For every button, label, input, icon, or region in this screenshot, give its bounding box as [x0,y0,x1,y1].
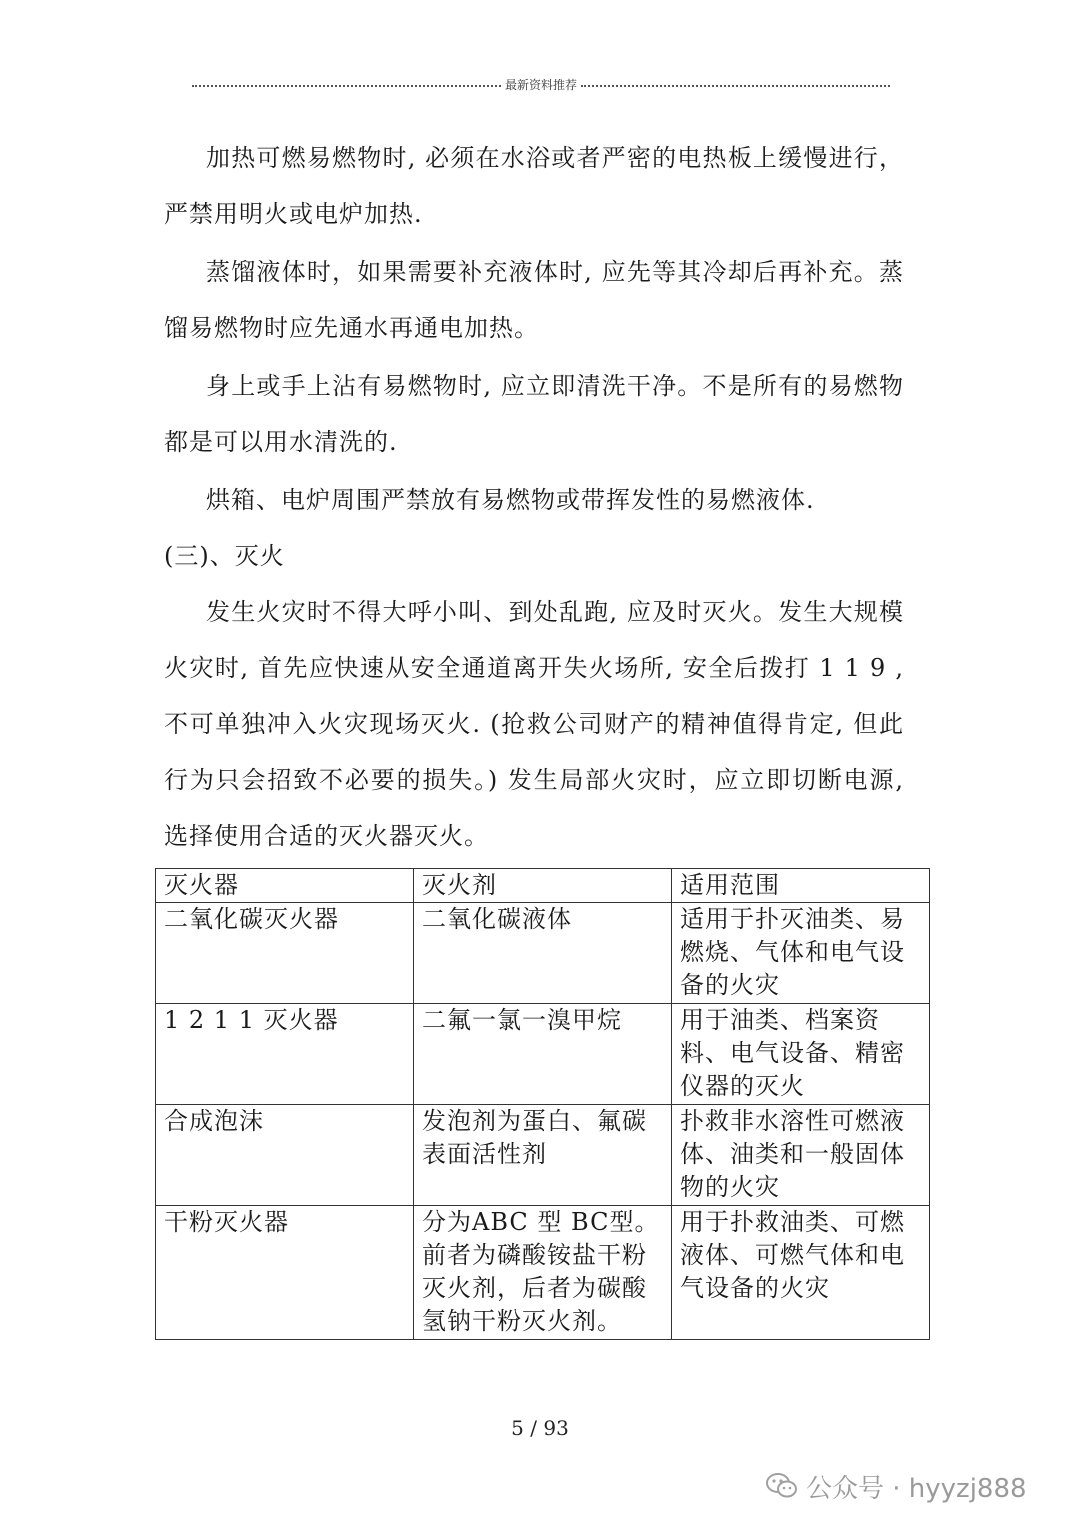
paragraph-heating: 加热可燃易燃物时, 必须在水浴或者严密的电热板上缓慢进行，严禁用明火或电炉加热. [164,144,904,228]
table-cell: 合成泡沫 [156,1105,414,1206]
wechat-icon [766,1472,798,1500]
paragraph-cleaning: 身上或手上沾有易燃物时, 应立即清洗干净。不是所有的易燃物都是可以用水清洗的. [164,372,904,456]
page-number: 5 / 93 [511,1416,569,1440]
paragraph-oven: 烘箱、电炉周围严禁放有易燃物或带挥发性的易燃液体. [206,486,815,514]
table-row [156,903,930,1004]
header-dots-left [192,85,501,87]
table-cell: 1 2 1 1 灭火器 [156,1004,414,1105]
table-header-row [156,869,930,903]
table-header-cell: 灭火器 [156,869,414,903]
header-dots-right [581,85,890,87]
table-cell: 二氧化碳液体 [414,903,672,1004]
table-cell: 二氟一氯一溴甲烷 [414,1004,672,1105]
paragraph-distillation: 蒸馏液体时，如果需要补充液体时, 应先等其冷却后再补充。蒸馏易燃物时应先通水再通电加热。 [164,258,904,342]
table-cell: 用于扑救油类、可燃液体、可燃气体和电气设备的火灾 [672,1206,930,1340]
header-title: 最新资料推荐 [505,78,578,92]
table-cell: 分为ABC 型 BC型。前者为磷酸铵盐干粉灭火剂，后者为碳酸氢钠干粉灭火剂。 [414,1206,672,1340]
table-cell: 适用于扑灭油类、易燃烧、气体和电气设备的火灾 [672,903,930,1004]
extinguisher-table [155,868,930,1340]
table-header-cell: 适用范围 [672,869,930,903]
table-cell: 扑救非水溶性可燃液体、油类和一般固体物的火灾 [672,1105,930,1206]
paragraph-fire: 发生火灾时不得大呼小叫、到处乱跑, 应及时灭火。发生大规模火灾时, 首先应快速从安全通道离开失火场所, 安全后拨打 1 1 9 , 不可单独冲入火灾现场灭火. (抢救公司财产的精神值得肯定, 但此行为只会招致不必要的损失。) 发生局部火灾时，应立即切断电源, 选择使用合适的灭火器灭火。 [164,598,904,850]
table-row [156,1105,930,1206]
table-row [156,1004,930,1105]
watermark [766,1468,1027,1504]
page-header [192,76,890,93]
table-cell: 用于油类、档案资料、电气设备、精密仪器的灭火 [672,1004,930,1105]
table-cell: 发泡剂为蛋白、氟碳表面活性剂 [414,1105,672,1206]
table-header-cell: 灭火剂 [414,869,672,903]
table-row [156,1206,930,1340]
table-cell: 干粉灭火器 [156,1206,414,1340]
section-heading: (三)、灭火 [164,542,285,570]
watermark-text: 公众号 · hyyzj888 [806,1473,1027,1504]
table-cell: 二氧化碳灭火器 [156,903,414,1004]
